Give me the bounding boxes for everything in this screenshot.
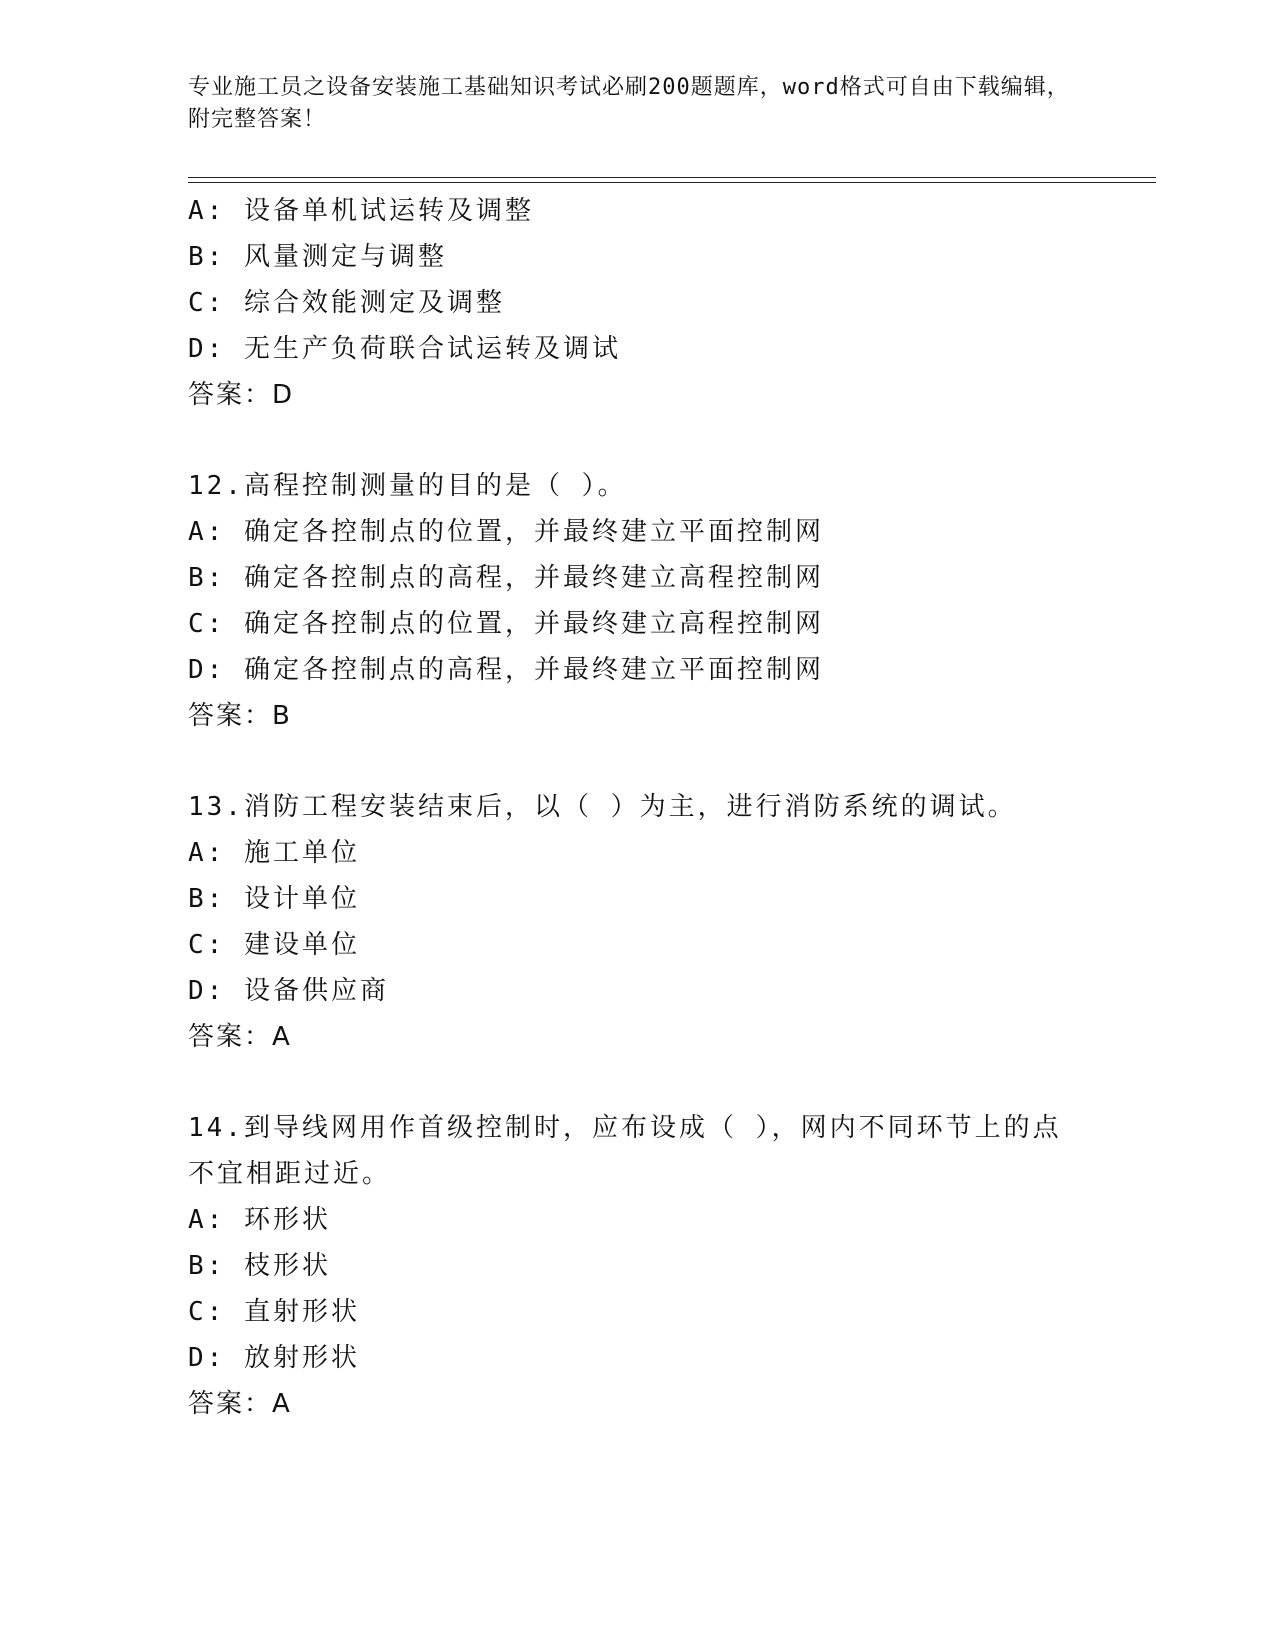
option-a: A: 设备单机试运转及调整 — [188, 196, 534, 226]
answer: 答案：B — [188, 701, 292, 731]
question-13 — [188, 784, 1148, 1060]
question-list — [188, 188, 1148, 1427]
option-b: B: 设计单位 — [188, 884, 360, 914]
answer: 答案：A — [188, 1389, 292, 1419]
option-b: B: 确定各控制点的高程，并最终建立高程控制网 — [188, 563, 824, 593]
option-a: A: 确定各控制点的位置，并最终建立平面控制网 — [188, 517, 824, 547]
option-c: C: 综合效能测定及调整 — [188, 288, 505, 318]
question-text: 12.高程控制测量的目的是（ ）。 — [188, 471, 627, 501]
answer: 答案：A — [188, 1022, 292, 1052]
option-a: A: 施工单位 — [188, 838, 360, 868]
option-c: C: 直射形状 — [188, 1297, 360, 1327]
question-text: 13.消防工程安装结束后，以（ ）为主，进行消防系统的调试。 — [188, 792, 1017, 822]
header-divider-top — [188, 177, 1156, 178]
question-text: 14.到导线网用作首级控制时，应布设成（ ），网内不同环节上的点不宜相距过近。 — [188, 1113, 1062, 1189]
option-d: D: 设备供应商 — [188, 976, 389, 1006]
document-header: 专业施工员之设备安装施工基础知识考试必刷200题题库，word格式可自由下载编辑，附完整答案！ — [188, 75, 1070, 132]
question-14 — [188, 1105, 1148, 1427]
question-12 — [188, 463, 1148, 739]
option-c: C: 确定各控制点的位置，并最终建立高程控制网 — [188, 609, 824, 639]
header-divider-bottom — [188, 182, 1156, 183]
option-a: A: 环形状 — [188, 1205, 331, 1235]
option-d: D: 确定各控制点的高程，并最终建立平面控制网 — [188, 655, 824, 685]
option-b: B: 风量测定与调整 — [188, 242, 447, 272]
option-c: C: 建设单位 — [188, 930, 360, 960]
option-d: D: 无生产负荷联合试运转及调试 — [188, 334, 621, 364]
option-b: B: 枝形状 — [188, 1251, 331, 1281]
answer: 答案：D — [188, 380, 295, 410]
question-11 — [188, 188, 1148, 418]
option-d: D: 放射形状 — [188, 1343, 360, 1373]
